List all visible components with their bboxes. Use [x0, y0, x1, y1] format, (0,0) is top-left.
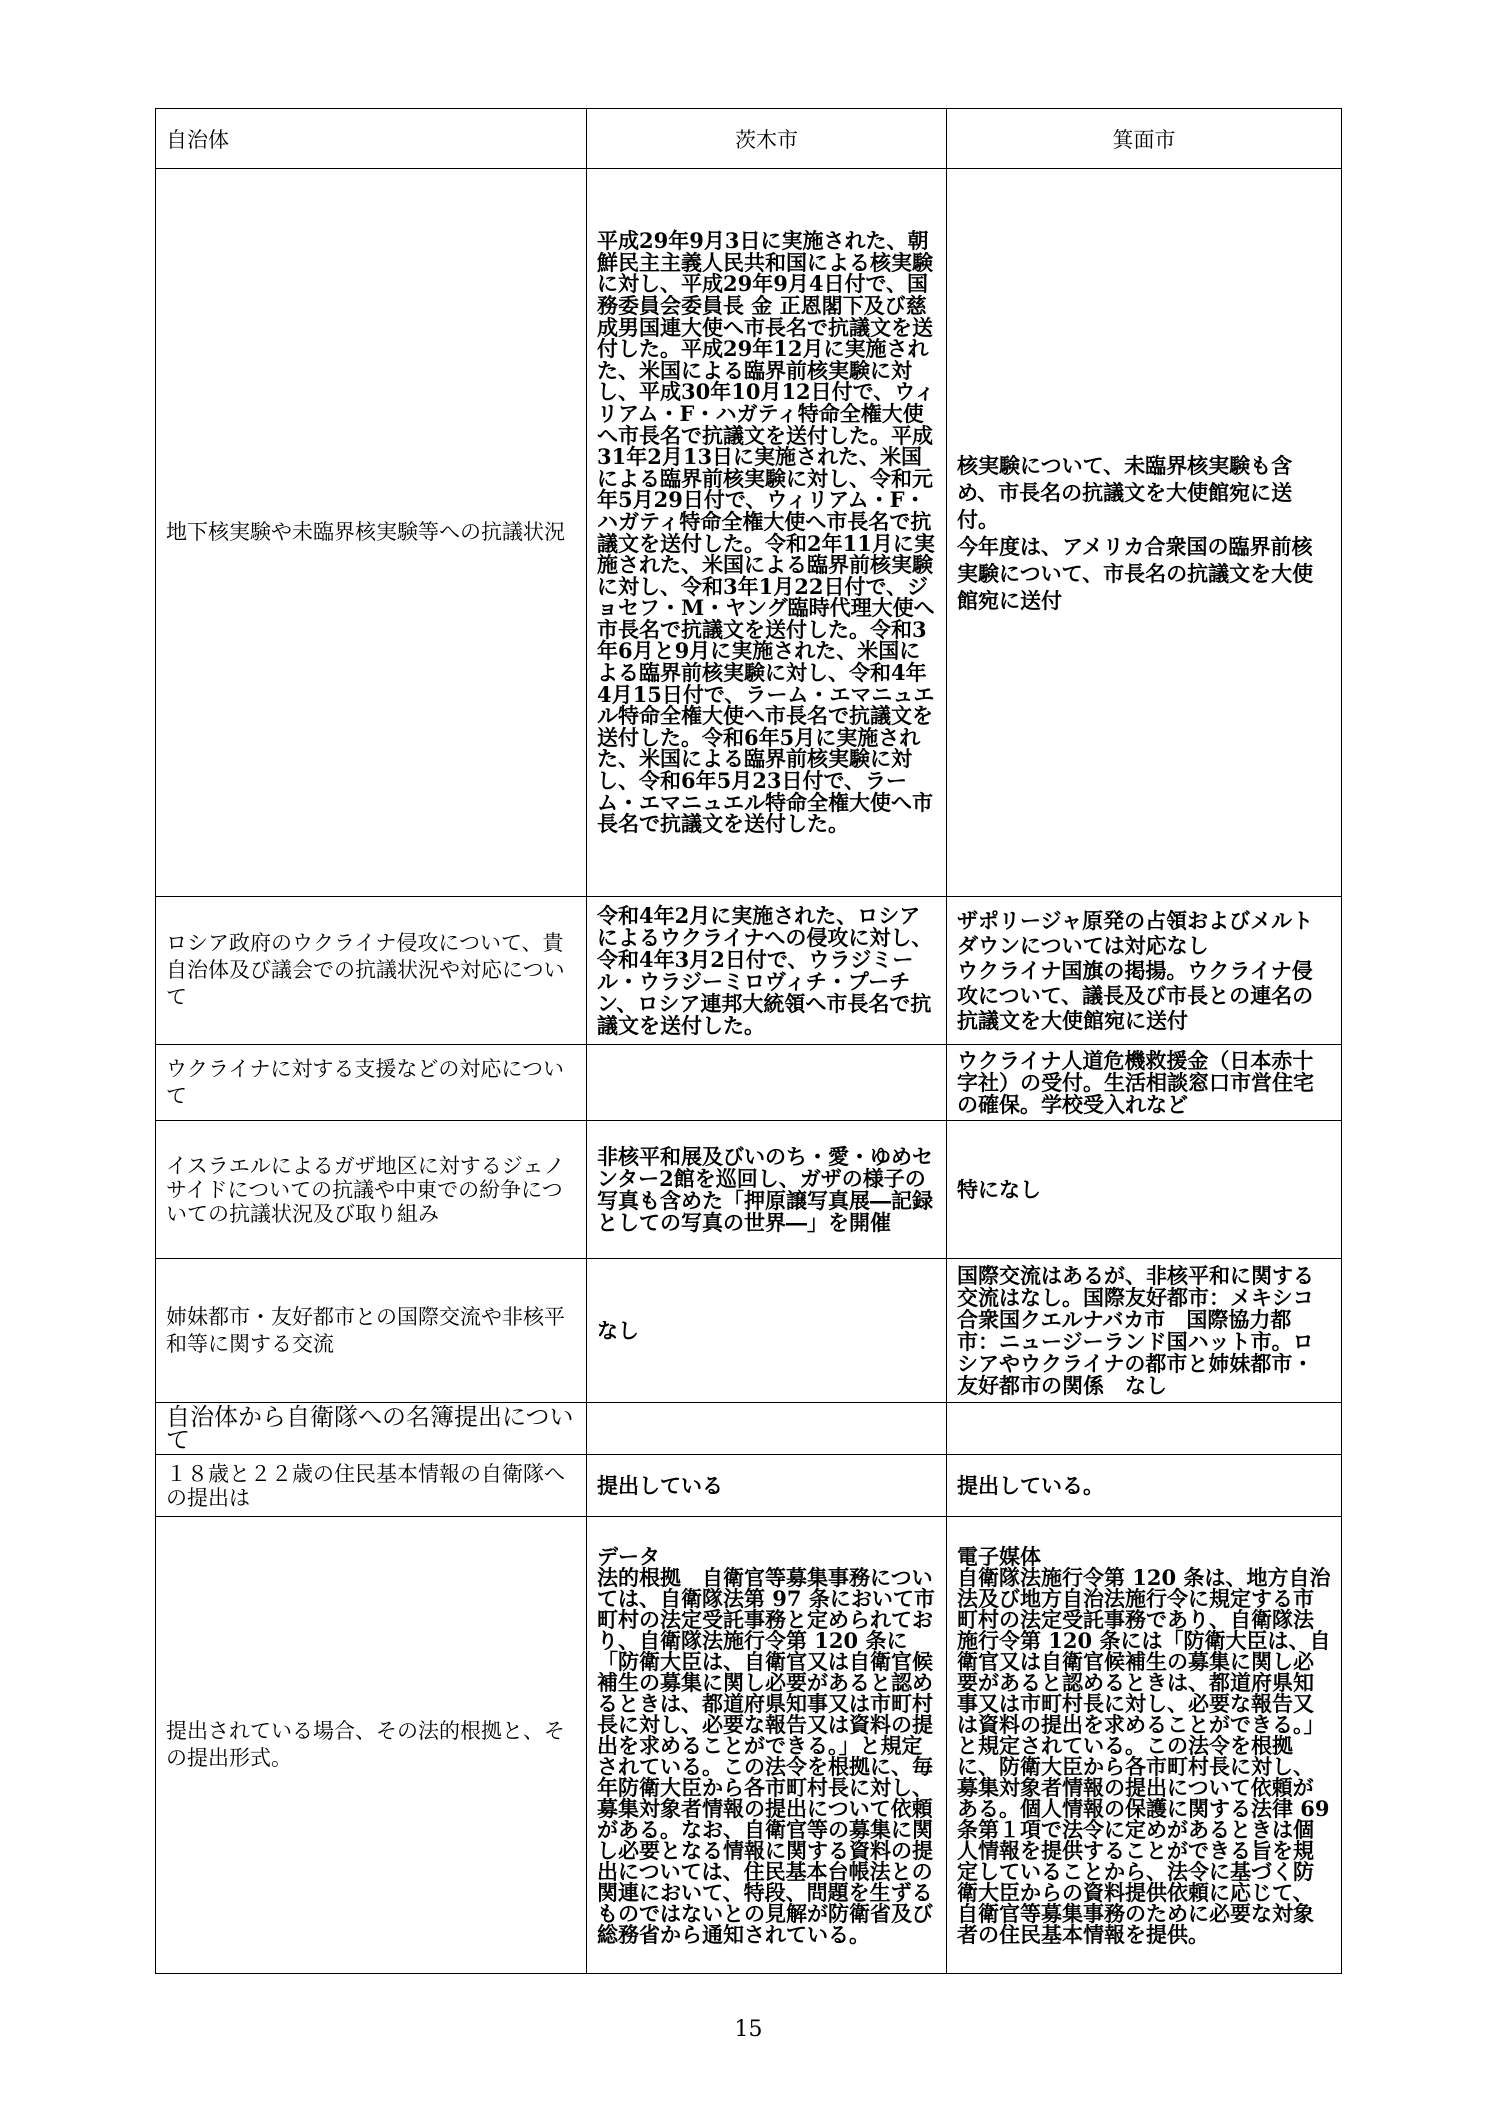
minoh-cell: 特になし [947, 1121, 1342, 1259]
minoh-cell [947, 1403, 1342, 1455]
row-label: イスラエルによるガザ地区に対するジェノサイドについての抗議や中東での紛争についての抗議状況及び取り組み [156, 1121, 587, 1259]
row-label: 地下核実験や未臨界核実験等への抗議状況 [156, 169, 587, 897]
table-row [156, 1121, 1342, 1259]
table-row [156, 1045, 1342, 1121]
ibaraki-cell: 令和4年2月に実施された、ロシアによるウクライナへの侵攻に対し、令和4年3月2日付で、ウラジミール・ウラジーミロヴィチ・プーチン、ロシア連邦大統領へ市長名で抗議文を送付した。 [587, 897, 947, 1045]
comparison-table [155, 108, 1342, 1974]
table-row [156, 1517, 1342, 1974]
row-label: １８歳と２２歳の住民基本情報の自衛隊への提出は [156, 1455, 587, 1517]
header-ibaraki: 茨木市 [587, 109, 947, 169]
row-label: 姉妹都市・友好都市との国際交流や非核平和等に関する交流 [156, 1259, 587, 1403]
ibaraki-cell: 提出している [587, 1455, 947, 1517]
minoh-cell: 核実験について、未臨界核実験も含め、市長名の抗議文を大使館宛に送付。 今年度は、アメリカ合衆国の臨界前核実験について、市長名の抗議文を大使館宛に送付 [947, 169, 1342, 897]
ibaraki-cell: なし [587, 1259, 947, 1403]
minoh-cell: ウクライナ人道危機救援金（日本赤十字社）の受付。生活相談窓口市営住宅の確保。学校受入れなど [947, 1045, 1342, 1121]
ibaraki-cell: 平成29年9月3日に実施された、朝鮮民主主義人民共和国による核実験に対し、平成29年9月4日付で、国務委員会委員長 金 正恩閣下及び慈 成男国連大使へ市長名で抗議文を送付した。平成29年12月に実施された、米国による臨界前核実験に対し、平成30年10月12日付で、ウィリアム・F・ハガティ特命全権大使へ市長名で抗議文を送付した。平成31年2月13日に実施された、米国による臨界前核実験に対し、令和元年5月29日付で、ウィリアム・F・ハガティ特命全権大使へ市長名で抗議文を送付した。令和2年11月に実施された、米国による臨界前核実験に対し、令和3年1月22日付で、ジョセフ・M・ヤング臨時代理大使へ市長名で抗議文を送付した。令和3年6月と9月に実施された、米国による臨界前核実験に対し、令和4年4月15日付で、ラーム・エマニュエル特命全権大使へ市長名で抗議文を送付した。令和6年5月に実施された、米国による臨界前核実験に対し、令和6年5月23日付で、ラーム・エマニュエル特命全権大使へ市長名で抗議文を送付した。 [587, 169, 947, 897]
table-row [156, 1259, 1342, 1403]
ibaraki-cell: 非核平和展及びいのち・愛・ゆめセンター2館を巡回し、ガザの様子の写真も含めた「押原譲写真展―記録としての写真の世界―」を開催 [587, 1121, 947, 1259]
ibaraki-cell [587, 1403, 947, 1455]
row-label: ウクライナに対する支援などの対応について [156, 1045, 587, 1121]
ibaraki-cell: データ 法的根拠 自衛官等募集事務については、自衛隊法第 97 条において市町村の法定受託事務と定められており、自衛隊法施行令第 120 条に「防衛大臣は、自衛官又は自衛官候補生の募集に関し必要があると認めるときは、都道府県知事又は市町村長に対し、必要な報告又は資料の提出を求めることができる。」と規定されている。この法令を根拠に、毎年防衛大臣から各市町村長に対し、募集対象者情報の提出について依頼がある。なお、自衛官等の募集に関し必要となる情報に関する資料の提出については、住民基本台帳法との関連において、特段、問題を生ずるものではないとの見解が防衛省及び総務省から通知されている。 [587, 1517, 947, 1974]
table-row [156, 1403, 1342, 1455]
table-row [156, 169, 1342, 897]
row-label: 自治体から自衛隊への名簿提出について [156, 1403, 587, 1455]
minoh-cell: ザポリージャ原発の占領およびメルトダウンについては対応なし ウクライナ国旗の掲揚。ウクライナ侵攻について、議長及び市長との連名の抗議文を大使館宛に送付 [947, 897, 1342, 1045]
ibaraki-cell [587, 1045, 947, 1121]
header-minoh: 箕面市 [947, 109, 1342, 169]
minoh-cell: 国際交流はあるが、非核平和に関する交流はなし。国際友好都市：メキシコ合衆国クエルナバカ市 国際協力都市：ニュージーランド国ハット市。ロシアやウクライナの都市と姉妹都市・友好都市の関係 なし [947, 1259, 1342, 1403]
minoh-cell: 電子媒体 自衛隊法施行令第 120 条は、地方自治法及び地方自治法施行令に規定する市町村の法定受託事務であり、自衛隊法施行令第 120 条には「防衛大臣は、自衛官又は自衛官候補生の募集に関し必要があると認めるときは、都道府県知事又は市町村長に対し、必要な報告又は資料の提出を求めることができる。」と規定されている。この法令を根拠に、防衛大臣から各市町村長に対し、募集対象者情報の提出について依頼がある。個人情報の保護に関する法律 69 条第１項で法令に定めがあるときは個人情報を提供することができる旨を規定していることから、法令に基づく防衛大臣からの資料提供依頼に応じて、自衛官等募集事務のために必要な対象者の住民基本情報を提供。 [947, 1517, 1342, 1974]
table-row [156, 1455, 1342, 1517]
table-row [156, 897, 1342, 1045]
header-row [156, 109, 1342, 169]
row-label: ロシア政府のウクライナ侵攻について、貴自治体及び議会での抗議状況や対応について [156, 897, 587, 1045]
minoh-cell: 提出している。 [947, 1455, 1342, 1517]
row-label: 提出されている場合、その法的根拠と、その提出形式。 [156, 1517, 587, 1974]
header-municipality: 自治体 [156, 109, 587, 169]
page-number: 15 [734, 2017, 763, 2042]
